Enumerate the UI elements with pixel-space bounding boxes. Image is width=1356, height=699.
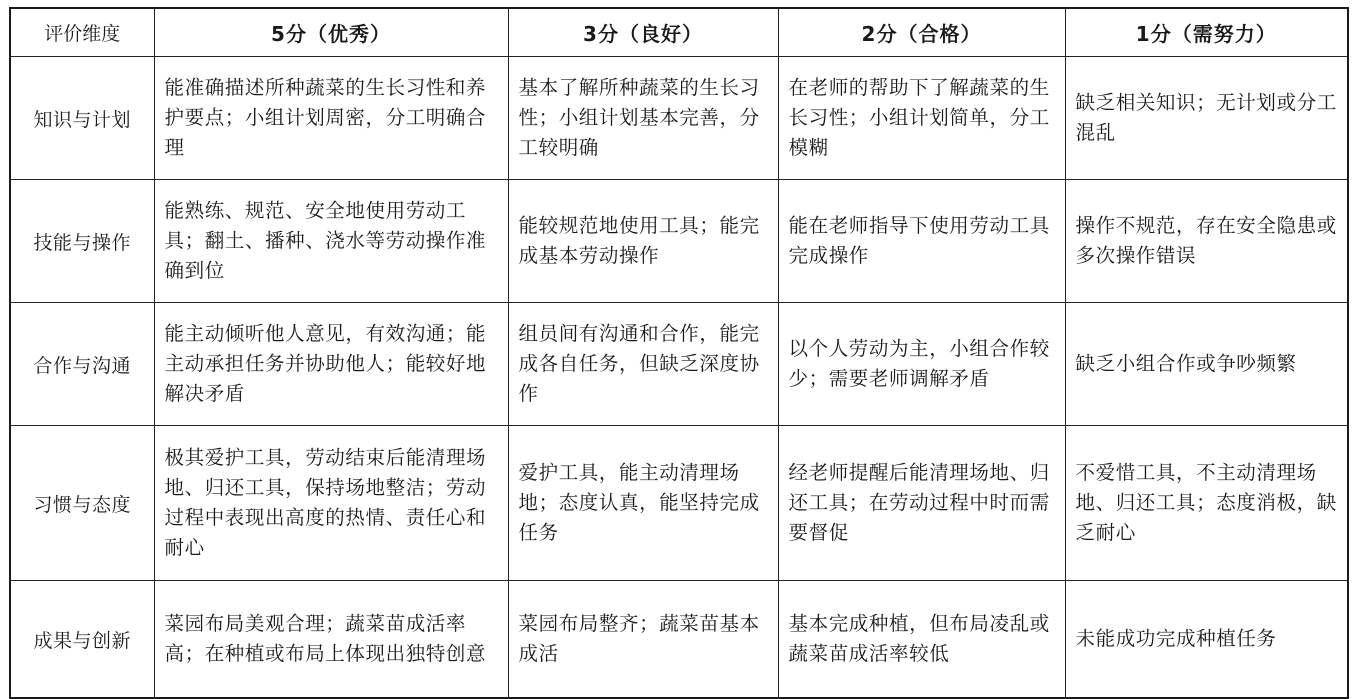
criteria-cell-2: 以个人劳动为主，小组合作较少；需要老师调解矛盾: [778, 303, 1065, 426]
dimension-cell: 技能与操作: [10, 180, 154, 303]
header-dimension: 评价维度: [10, 8, 154, 57]
evaluation-rubric-table: [9, 7, 1349, 699]
criteria-cell-1: 缺乏相关知识；无计划或分工混乱: [1065, 57, 1348, 180]
criteria-cell-5: 能准确描述所种蔬菜的生长习性和养护要点；小组计划周密，分工明确合理: [154, 57, 508, 180]
header-score-5: 5分（优秀）: [154, 8, 508, 57]
criteria-cell-5: 能主动倾听他人意见，有效沟通；能主动承担任务并协助他人；能较好地解决矛盾: [154, 303, 508, 426]
rubric-page: [9, 7, 1349, 699]
dimension-cell: 成果与创新: [10, 581, 154, 699]
criteria-cell-1: 缺乏小组合作或争吵频繁: [1065, 303, 1348, 426]
table-row: [10, 180, 1348, 303]
header-row: [10, 8, 1348, 57]
header-score-2: 2分（合格）: [778, 8, 1065, 57]
criteria-cell-2: 基本完成种植，但布局凌乱或蔬菜苗成活率较低: [778, 581, 1065, 699]
dimension-cell: 知识与计划: [10, 57, 154, 180]
criteria-cell-2: 在老师的帮助下了解蔬菜的生长习性；小组计划简单，分工模糊: [778, 57, 1065, 180]
table-row: [10, 57, 1348, 180]
dimension-cell: 习惯与态度: [10, 426, 154, 581]
criteria-cell-3: 菜园布局整齐；蔬菜苗基本成活: [508, 581, 778, 699]
criteria-cell-3: 能较规范地使用工具；能完成基本劳动操作: [508, 180, 778, 303]
criteria-cell-5: 能熟练、规范、安全地使用劳动工具；翻土、播种、浇水等劳动操作准确到位: [154, 180, 508, 303]
criteria-cell-5: 极其爱护工具，劳动结束后能清理场地、归还工具，保持场地整洁；劳动过程中表现出高度的热情、责任心和耐心: [154, 426, 508, 581]
dimension-cell: 合作与沟通: [10, 303, 154, 426]
table-row: [10, 303, 1348, 426]
header-score-3: 3分（良好）: [508, 8, 778, 57]
header-score-1: 1分（需努力）: [1065, 8, 1348, 57]
criteria-cell-3: 爱护工具，能主动清理场地；态度认真，能坚持完成任务: [508, 426, 778, 581]
criteria-cell-3: 组员间有沟通和合作，能完成各自任务，但缺乏深度协作: [508, 303, 778, 426]
table-row: [10, 426, 1348, 581]
criteria-cell-5: 菜园布局美观合理；蔬菜苗成活率高；在种植或布局上体现出独特创意: [154, 581, 508, 699]
table-row: [10, 581, 1348, 699]
criteria-cell-2: 能在老师指导下使用劳动工具完成操作: [778, 180, 1065, 303]
criteria-cell-2: 经老师提醒后能清理场地、归还工具；在劳动过程中时而需要督促: [778, 426, 1065, 581]
criteria-cell-1: 不爱惜工具，不主动清理场地、归还工具；态度消极，缺乏耐心: [1065, 426, 1348, 581]
criteria-cell-1: 操作不规范，存在安全隐患或多次操作错误: [1065, 180, 1348, 303]
criteria-cell-3: 基本了解所种蔬菜的生长习性；小组计划基本完善，分工较明确: [508, 57, 778, 180]
criteria-cell-1: 未能成功完成种植任务: [1065, 581, 1348, 699]
